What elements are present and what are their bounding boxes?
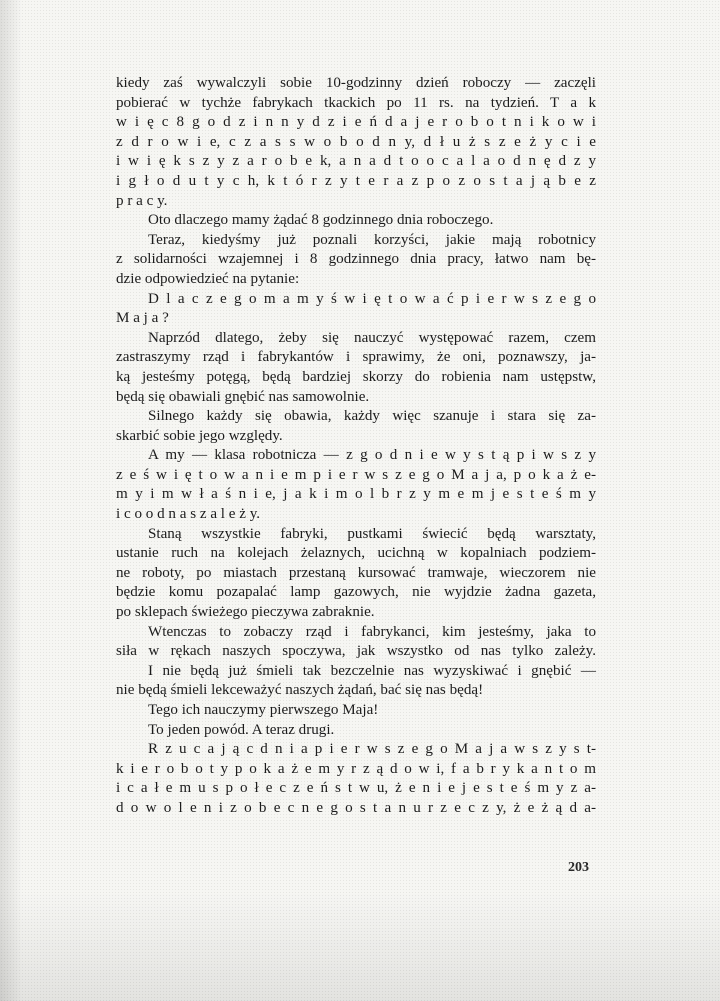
text-line: I nie będą już śmieli tak bezczelnie nas wyzyskiwać i gnębić — xyxy=(148,662,596,679)
text-line: siła w rękach naszych spoczywa, jak wszystko od nas tylko zależy. xyxy=(116,643,596,660)
text-line: ne roboty, po miastach przestaną kursować tramwaje, wieczorem nie xyxy=(116,564,596,581)
text-line: ustanie ruch na kolejach żelaznych, ucichną w kopalniach podziem- xyxy=(116,545,596,562)
page-number: 203 xyxy=(568,860,589,875)
text-line: z d r o w i e, c z a s s w o b o d n y, d ł u ż s z e ż y c i e xyxy=(116,133,596,150)
page-shadow-bottom xyxy=(0,891,720,1001)
text-line: To jeden powód. A teraz drugi. xyxy=(148,721,335,738)
text-line: po sklepach świeżego pieczywa zabraknie. xyxy=(116,604,375,621)
text-line: zastraszymy rząd i fabrykantów i sprawimy, że oni, poznawszy, ja- xyxy=(116,349,596,366)
text-line: A my — klasa robotnicza — z g o d n i e w y s t ą p i w s z y xyxy=(148,447,596,464)
text-line: d o w o l e n i z o b e c n e g o s t a n u r z e c z y, ż e ż ą d a- xyxy=(116,799,596,816)
text-line: Naprzód dlatego, żeby się nauczyć występować razem, czem xyxy=(148,329,596,346)
text-line: będą się obawiali gnębić nas samowolnie. xyxy=(116,388,370,405)
text-line: skarbić sobie jego względy. xyxy=(116,427,283,444)
text-line: i w i ę k s z y z a r o b e k, a n a d t o o c a l a o d n ę d z y xyxy=(116,153,596,170)
text-line: i g ł o d u t y c h, k t ó r z y t e r a z p o z o s t a j ą b e z xyxy=(116,172,596,189)
text-line: i c o o d n a s z a l e ż y. xyxy=(116,506,261,523)
text-line: M a j a ? xyxy=(116,310,169,327)
text-line: D l a c z e g o m a m y ś w i ę t o w a ć p i e r w s z e g o xyxy=(148,290,596,307)
page-shadow-left xyxy=(0,0,22,1001)
text-line: Tego ich nauczymy pierwszego Maja! xyxy=(148,702,379,718)
text-line: z e ś w i ę t o w a n i e m p i e r w s z e g o M a j a, p o k a ż e- xyxy=(116,466,596,483)
text-line: w i ę c 8 g o d z i n n y d z i e ń d a j e r o b o t n i k o w i xyxy=(116,114,596,131)
text-line: Oto dlaczego mamy żądać 8 godzinnego dnia roboczego. xyxy=(148,212,494,229)
text-line: p r a c y. xyxy=(116,192,168,209)
text-line: pobierać w tychże fabrykach tkackich po 11 rs. na tydzień. T a k xyxy=(116,94,596,111)
text-line: Wtenczas to zobaczy rząd i fabrykanci, kim jesteśmy, jaka to xyxy=(148,623,596,640)
text-line: m y i m w ł a ś n i e, j a k i m o l b r z y m e m j e s t e ś m y xyxy=(116,486,596,503)
text-line: Silnego każdy się obawia, każdy więc szanuje i stara się za- xyxy=(148,408,596,425)
text-line: k i e r o b o t y p o k a ż e m y r z ą d o w i, f a b r y k a n t o m xyxy=(116,760,596,777)
text-line: nie będą śmieli lekceważyć naszych żądań, bać się nas będą! xyxy=(116,682,484,699)
text-line: i c a ł e m u s p o ł e c z e ń s t w u, ż e n i e j e s t e ś m y z a- xyxy=(116,780,596,797)
text-line: będzie komu pozapalać lamp gazowych, nie wyjdzie żadna gazeta, xyxy=(116,584,596,601)
text-line: dzie odpowiedzieć na pytanie: xyxy=(116,270,300,287)
text-line: Staną wszystkie fabryki, pustkami świecić będą warsztaty, xyxy=(148,525,596,542)
text-line: z solidarności wzajemnej i 8 godzinnego dnia pracy, łatwo nam bę- xyxy=(116,251,596,268)
text-line: R z u c a j ą c d n i a p i e r w s z e g o M a j a w s z y s t- xyxy=(148,741,596,758)
text-line: ką jesteśmy potęgą, będą bardziej skorzy do robienia nam ustępstw, xyxy=(116,368,596,385)
body-text xyxy=(116,74,596,819)
text-line: Teraz, kiedyśmy już poznali korzyści, jakie mają robotnicy xyxy=(148,231,596,248)
text-line: kiedy zaś wywalczyli sobie 10-godzinny dzień roboczy — zaczęli xyxy=(116,75,596,91)
